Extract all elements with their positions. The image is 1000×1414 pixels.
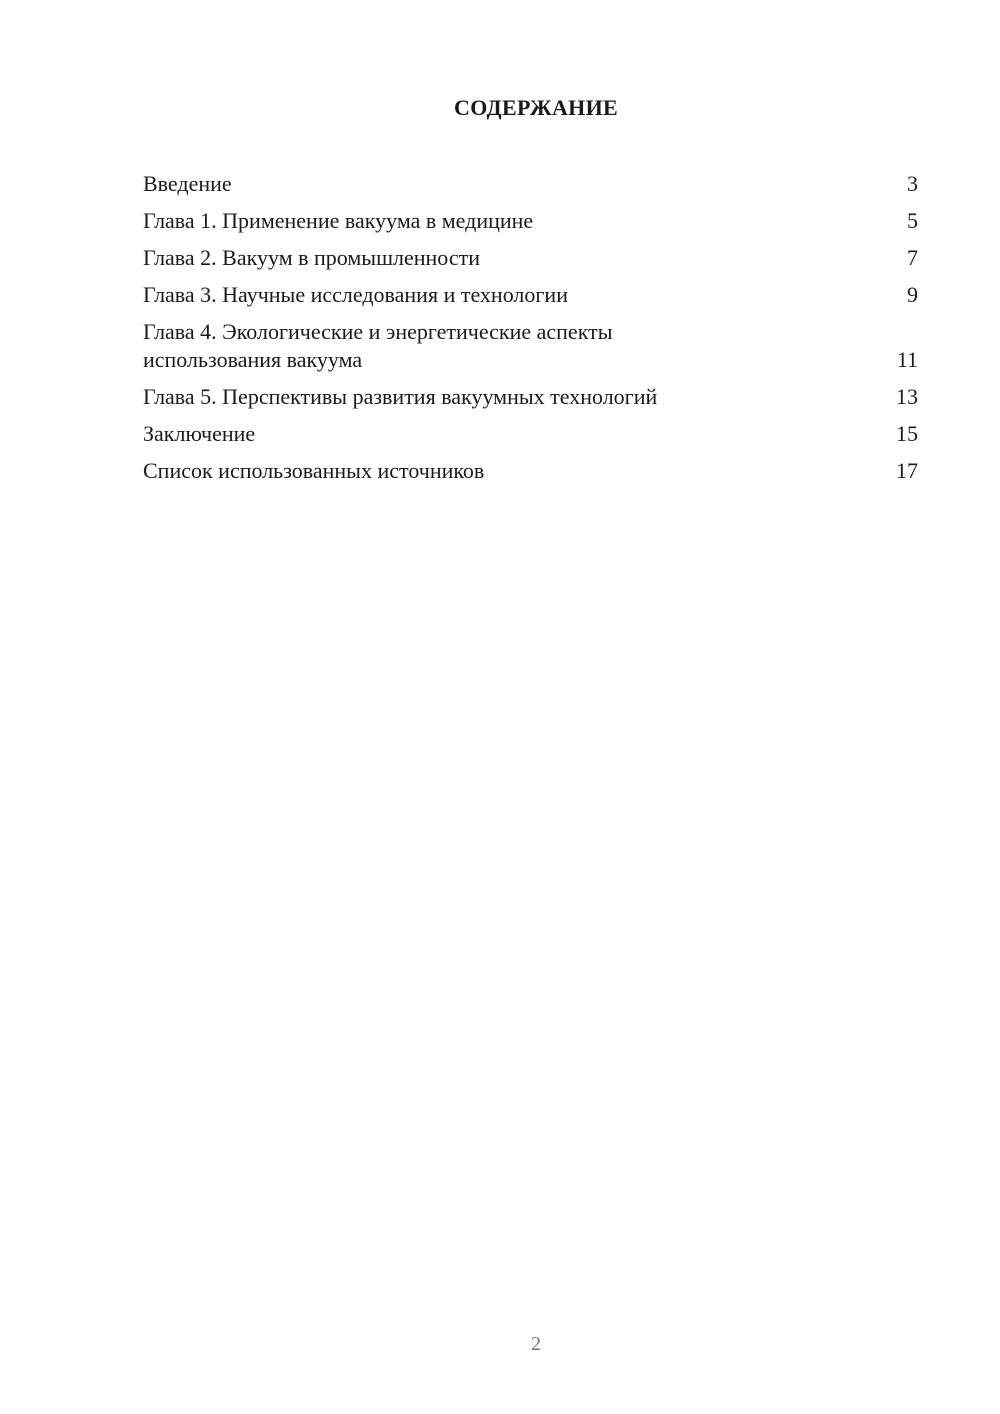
- toc-entry: [143, 281, 918, 309]
- toc-entry-page: 15: [896, 421, 918, 446]
- toc-entry-label: Заключение: [143, 421, 256, 446]
- toc-entry-page: 3: [907, 171, 918, 196]
- table-of-contents: [143, 170, 918, 494]
- toc-entry-page: 9: [907, 282, 918, 307]
- toc-entry-label: Глава 1. Применение вакуума в медицине: [143, 208, 534, 233]
- toc-entry-label: Глава 2. Вакуум в промышленности: [143, 245, 480, 270]
- page-number: 2: [531, 1333, 541, 1355]
- toc-entry-label: Список использованных источников: [143, 458, 485, 483]
- toc-entry: [143, 318, 918, 374]
- toc-entry-page: 13: [896, 384, 918, 409]
- toc-entry: [143, 420, 918, 448]
- toc-entry: [143, 457, 918, 485]
- toc-entry-label: Глава 3. Научные исследования и технологии: [143, 282, 568, 307]
- toc-entry-label: Глава 5. Перспективы развития вакуумных технологий: [143, 384, 658, 409]
- toc-entry: [143, 383, 918, 411]
- toc-entry-page: 17: [896, 458, 918, 483]
- toc-title: СОДЕРЖАНИЕ: [454, 95, 618, 120]
- toc-entry-label: Глава 4. Экологические и энергетические аспекты использования вакуума: [143, 319, 613, 372]
- toc-entry: [143, 170, 918, 198]
- toc-entry: [143, 244, 918, 272]
- toc-entry-page: 11: [896, 347, 918, 372]
- toc-entry-label: Введение: [143, 171, 232, 196]
- toc-entry: [143, 207, 918, 235]
- toc-entry-page: 7: [907, 245, 918, 270]
- toc-entry-page: 5: [907, 208, 918, 233]
